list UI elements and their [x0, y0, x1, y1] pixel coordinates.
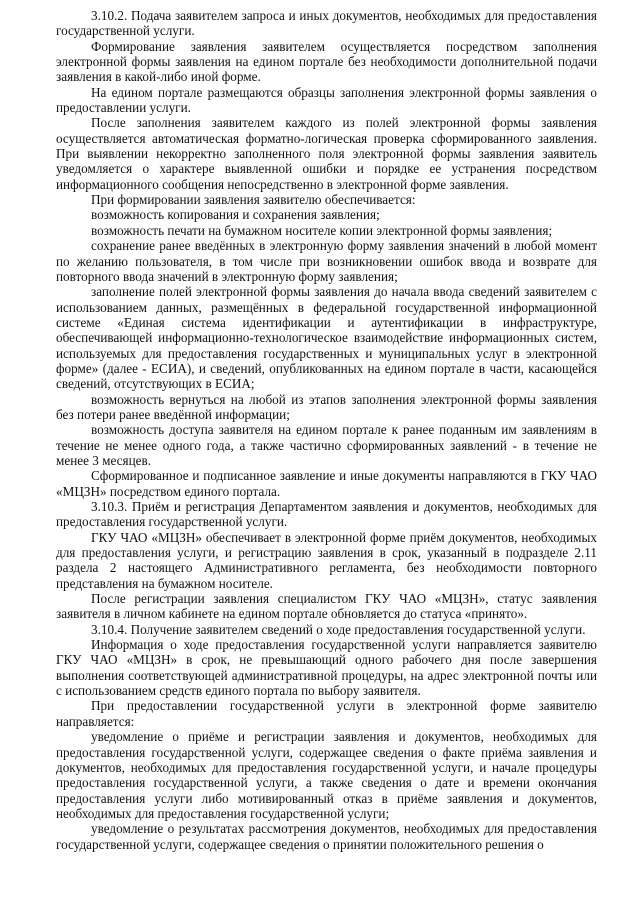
paragraph-progress-info: Информация о ходе предоставления государственной услуги направляется заявителю ГКУ ЧАО «МЦЗН» в срок, не превышающий одного рабочего дня после завершения выполнения соответствующей административной процедуры, на адрес электронной почты или с использованием средств единого портала по выбору заявителя. [56, 637, 597, 699]
paragraph-3-10-4-heading: 3.10.4. Получение заявителем сведений о ходе предоставления государственной услуги. [91, 621, 586, 637]
paragraph-validation: После заполнения заявителем каждого из полей электронной формы заявления осуществляется автоматическая форматно-логическая проверка сформированного заявления. При выявлении некорректно заполненного поля электронной формы заявления заявитель уведомляется о характере выявленной ошибки и порядке ее устранения посредством информационного сообщения непосредственно в электронной форме заявления. [56, 115, 597, 192]
paragraph-3-10-3-heading: 3.10.3. Приём и регистрация Департаментом заявления и документов, необходимых для предоставления государственной услуги. [56, 499, 597, 530]
list-item-receipt-notice: уведомление о приёме и регистрации заявления и документов, необходимых для предоставления государственной услуги, содержащее сведения о факте приёма заявления и документов, необходимых для предоставления государственной услуги, и начале процедуры предоставления государственной услуги, а также сведения о дате и времени окончания предоставления услуги либо мотивированный отказ в приёме заявления и документов, необходимых для предоставления государственной услуги; [56, 729, 597, 821]
list-item-copy-save: возможность копирования и сохранения заявления; [91, 207, 380, 223]
list-item-esia-autofill: заполнение полей электронной формы заявления до начала ввода сведений заявителем с использованием данных, размещённых в федеральной государственной информационной системе «Единая система идентификации и аутентификации в инфраструктуре, обеспечивающей информационно-технологическое взаимодействие информационных систем, используемых для предоставления государственных и муниципальных услуг в электронной форме» (далее - ЕСИА), и сведений, опубликованных на едином портале в части, касающейся сведений, отсутствующих в ЕСИА; [56, 284, 597, 392]
paragraph-status-accepted: После регистрации заявления специалистом ГКУ ЧАО «МЦЗН», статус заявления заявителя в личном кабинете на едином портале обновляется до статуса «принято». [56, 591, 597, 622]
list-item-access-history: возможность доступа заявителя на едином портале к ранее поданным им заявлениям в течение не менее одного года, а также частично сформированных заявлений - в течение не менее 3 месяцев. [56, 422, 597, 468]
paragraph-3-10-2-heading: 3.10.2. Подача заявителем запроса и иных документов, необходимых для предоставления государственной услуги. [56, 8, 597, 39]
list-item-result-notice: уведомление о результатах рассмотрения документов, необходимых для предоставления государственной услуги, содержащее сведения о принятии положительного решения о [56, 821, 597, 852]
paragraph-samples: На едином портале размещаются образцы заполнения электронной формы заявления о предоставлении услуги. [56, 84, 597, 116]
paragraph-form-filling: Формирование заявления заявителем осуществляется посредством заполнения электронной формы заявления на едином портале без необходимости дополнительной подачи заявления в какой-либо иной форме. [56, 38, 597, 85]
paragraph-submission: Сформированное и подписанное заявление и иные документы направляются в ГКУ ЧАО «МЦЗН» посредством единого портала. [56, 468, 597, 499]
paragraph-provided-features: При формировании заявления заявителю обеспечивается: [91, 192, 416, 208]
paragraph-notifications-intro: При предоставлении государственной услуги в электронной форме заявителю направляется: [56, 698, 597, 729]
list-item-return-step: возможность вернуться на любой из этапов заполнения электронной формы заявления без потери ранее введённой информации; [56, 391, 597, 422]
list-item-print: возможность печати на бумажном носителе копии электронной формы заявления; [91, 222, 553, 238]
paragraph-registration: ГКУ ЧАО «МЦЗН» обеспечивает в электронной форме приём документов, необходимых для предоставления услуги, и регистрацию заявления в срок, указанный в подразделе 2.11 раздела 2 настоящего Административного регламента, без необходимости повторного представления на бумажном носителе. [56, 529, 597, 591]
list-item-save-values: сохранение ранее введённых в электронную форму заявления значений в любой момент по желанию пользователя, в том числе при возникновении ошибок ввода и возврате для повторного ввода значений в электронную форму заявления; [56, 238, 597, 284]
